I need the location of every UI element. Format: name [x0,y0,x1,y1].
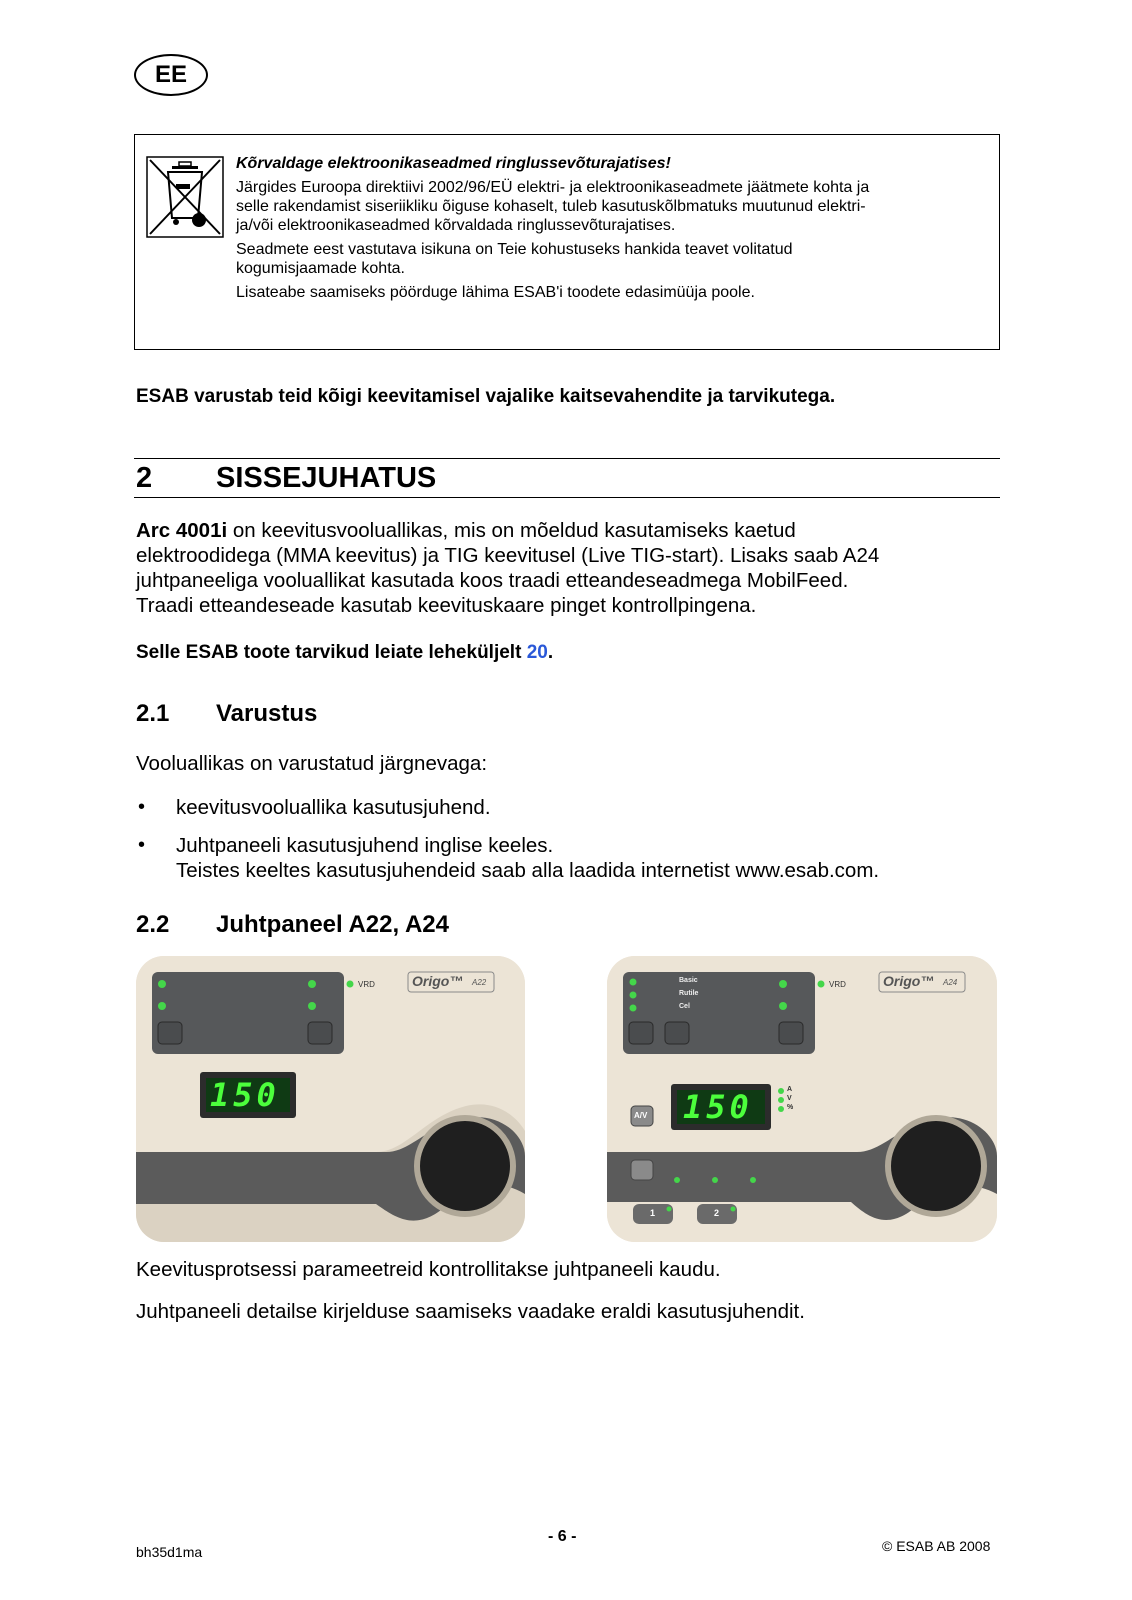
origo-brand: Origo™ [412,973,464,989]
unit-percent-label: % [787,1104,794,1111]
heading-rule-bottom [134,497,1000,498]
control-panel-a22-image [136,956,525,1242]
accessories-text: Selle ESAB toote tarvikud leiate leheküljelt [136,642,527,663]
vrd-label: VRD [358,980,375,989]
list-item: keevitusvooluallika kasutusjuhend. [176,796,491,819]
accessories-end: . [547,642,554,663]
page-reference-link[interactable]: 20 [526,642,548,663]
intro-text: on keevitusvooluallikas, mis on mõeldud kasutamiseks kaetud [227,519,796,542]
mode-rutile-label: Rutile [679,990,699,997]
panel-paragraph-1: Keevitusprotsessi parameetreid kontrollitakse juhtpaneeli kaudu. [136,1258,721,1281]
esab-safety-note: ESAB varustab teid kõigi keevitamisel vajalike kaitsevahendite ja tarvikutega. [136,386,836,407]
section-number: 2 [136,462,153,494]
intro-text: juhtpaneeliga vooluallikat kasutada koos traadi etteandeseadmega MobilFeed. [136,569,849,592]
mode-basic-label: Basic [679,977,698,984]
weee-paragraph-1 [236,178,992,235]
weee-title: Kõrvaldage elektroonikaseadmed ringlussevõturajatises! [236,155,671,172]
list-item: Teistes keeltes kasutusjuhendeid saab alla laadida internetist www.esab.com. [176,859,880,882]
mode-cel-label: Cel [679,1003,690,1010]
crossed-out-wheelie-bin-icon [146,156,224,238]
model-label: A22 [472,978,487,987]
control-panel-a24-image [607,956,997,1242]
model-label: A24 [943,978,958,987]
subsection-title: Juhtpaneel A22, A24 [216,911,449,938]
weee-line: ja/või elektroonikaseadmed kõrvaldada ringlussevõturajatises. [236,217,676,234]
unit-v-label: V [787,1095,792,1102]
weee-paragraph-3: Lisateabe saamiseks pöörduge lähima ESAB'i toodete edasimüüja poole. [236,284,755,301]
memory-1-label: 1 [650,1208,656,1218]
subsection-number: 2.2 [136,911,170,938]
weee-line: Järgides Euroopa direktiivi 2002/96/EÜ elektri- ja elektroonikaseadmete jäätmete kohta ja [236,179,870,196]
unit-a-label: A [787,1086,793,1093]
origo-brand: Origo™ [883,973,935,989]
vrd-label: VRD [829,980,846,989]
list-item: Juhtpaneeli kasutusjuhend inglise keeles. [176,834,554,857]
bullet-marker: • [138,796,146,818]
intro-text: elektroodidega (MMA keevitus) ja TIG keevitusel (Live TIG-start). Lisaks saab A24 [136,544,880,567]
weee-paragraph-2 [236,240,992,278]
weee-text [236,154,992,307]
weee-line: Seadmete eest vastutava isikuna on Teie kohustuseks hankida teavet volitatud [236,241,793,258]
weee-line: selle rakendamist siseriikliku õiguse kohaselt, tuleb kasutuskõlbmatuks muutunud elektri- [236,198,866,215]
bullet-marker: • [138,834,146,856]
copyright: © ESAB AB 2008 [882,1538,991,1554]
intro-text: Traadi etteandeseade kasutab keevituskaare pinget kontrollpingena. [136,594,757,617]
panel-paragraph-2: Juhtpaneeli detailse kirjelduse saamiseks vaadake eraldi kasutusjuhendit. [136,1300,805,1323]
language-badge: EE [134,54,208,96]
subsection-title: Varustus [216,700,318,727]
page-number: - 6 - [548,1528,577,1545]
section-title: SISSEJUHATUS [216,462,437,494]
intro-paragraph [136,518,996,618]
product-name: Arc 4001i [136,519,228,542]
av-button-label: A/V [634,1111,648,1120]
current-display: 150 [683,1088,753,1126]
accessories-note [136,642,553,664]
heading-rule-top [134,458,1000,459]
weee-line: kogumisjaamade kohta. [236,260,405,277]
equipment-lead: Vooluallikas on varustatud järgnevaga: [136,752,488,775]
current-display: 150 [210,1076,280,1114]
memory-2-label: 2 [714,1208,720,1218]
subsection-number: 2.1 [136,700,170,727]
document-code: bh35d1ma [136,1544,203,1560]
